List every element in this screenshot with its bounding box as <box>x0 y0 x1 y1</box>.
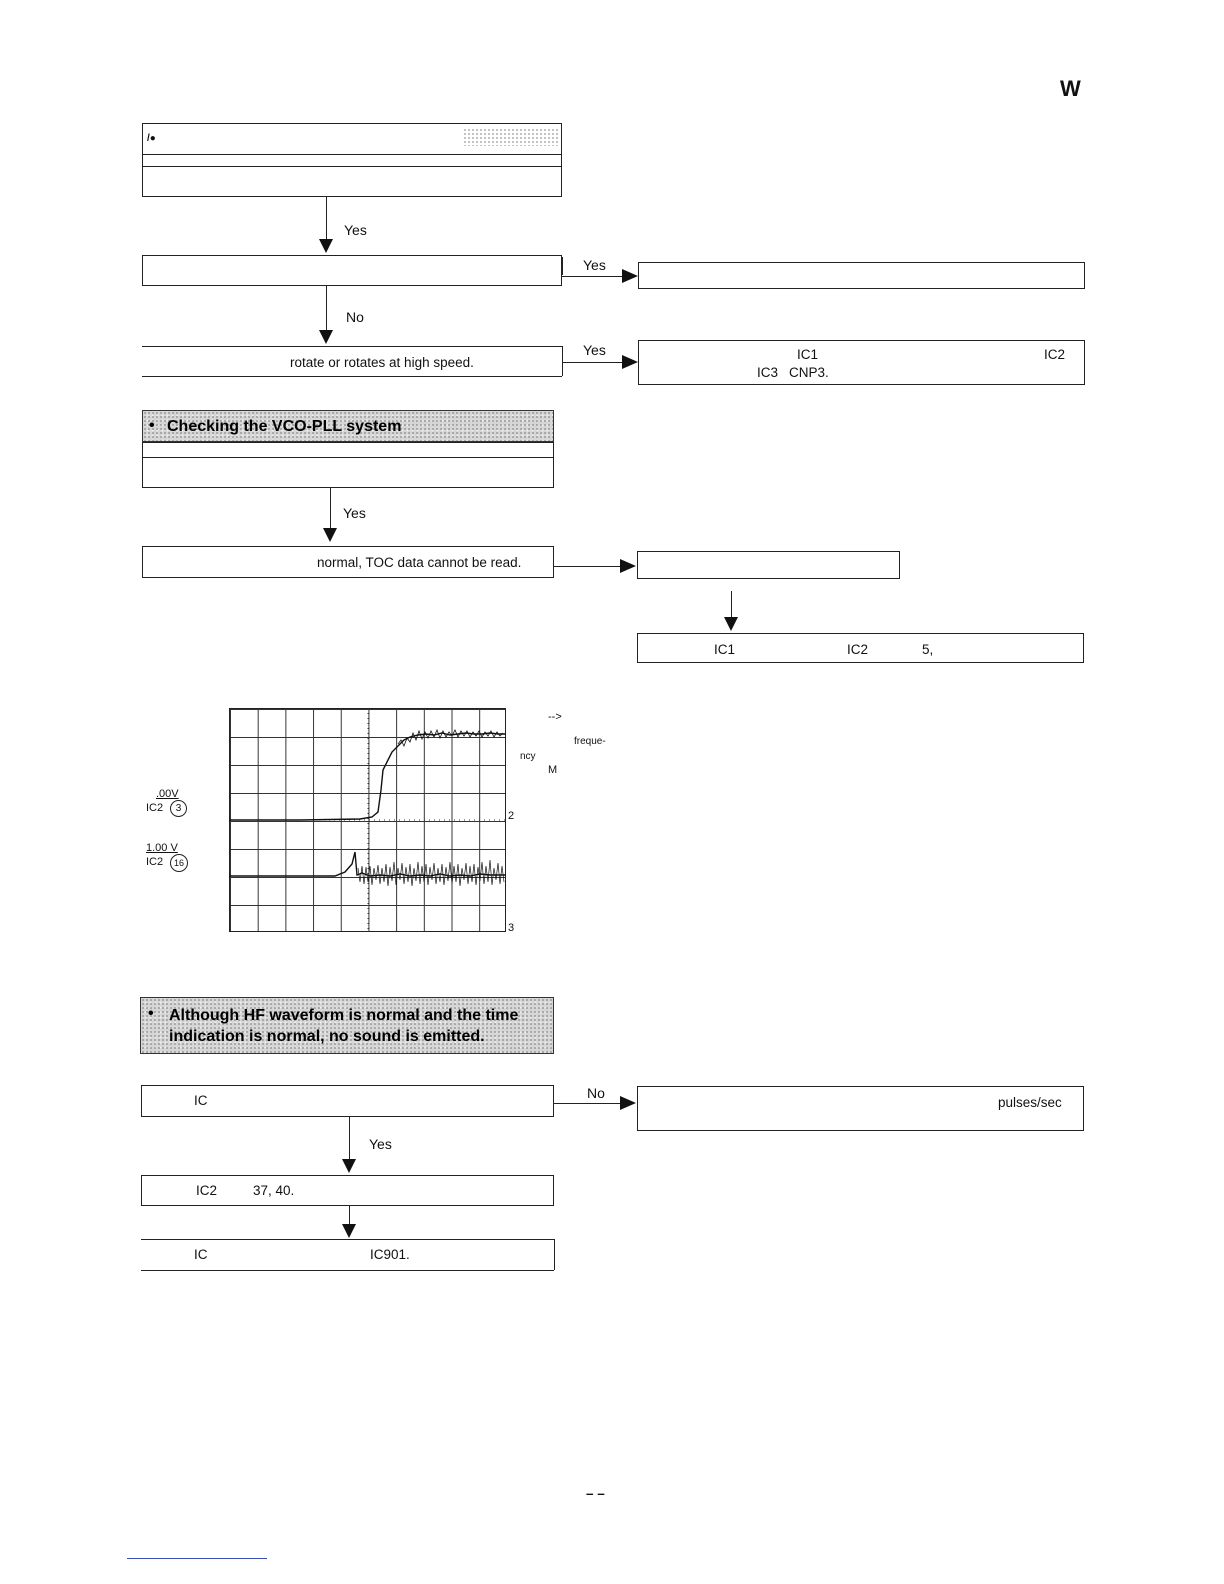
no-sound-header <box>140 997 554 1054</box>
vco-pll-header-text: Checking the VCO-PLL system <box>167 418 402 435</box>
scope-marker-3: 3 <box>508 922 515 934</box>
scope-freq-line2: ncy <box>520 751 536 762</box>
ch2-pin-circle <box>170 800 187 817</box>
ic-label: IC <box>194 1247 208 1262</box>
arrow-down-icon <box>323 528 337 542</box>
ch3-pin-label: IC2 <box>146 856 164 868</box>
section3-box3-top <box>141 1239 554 1240</box>
no-label: No <box>587 1085 605 1101</box>
ic3-label: IC3 <box>757 365 779 380</box>
connector-s1-2 <box>326 286 327 330</box>
toc-text: normal, TOC data cannot be read. <box>317 555 522 570</box>
connector-s1-side <box>562 257 563 275</box>
connector-s2-1 <box>330 488 331 528</box>
no-sound-header-line2: indication is normal, no sound is emitted. <box>169 1028 485 1045</box>
section1-result-box2 <box>638 340 1085 385</box>
section2-box1 <box>142 442 554 488</box>
yes-label: Yes <box>343 505 366 521</box>
bullet-icon: • <box>148 1005 154 1022</box>
arrow-right-icon <box>622 269 638 283</box>
section3-box3-right <box>554 1239 555 1270</box>
arrow-right-icon <box>622 355 638 369</box>
pins-label: 37, 40. <box>253 1183 295 1198</box>
scope-freq-line1: freque- <box>574 736 606 747</box>
arrow-down-icon <box>342 1224 356 1238</box>
no-sound-header-line1: Although HF waveform is normal and the time <box>169 1007 519 1024</box>
section3-box1 <box>141 1085 554 1117</box>
arrow-right-icon <box>620 559 636 573</box>
no-label: No <box>346 309 364 325</box>
arrow-down-icon <box>319 330 333 344</box>
yes-label: Yes <box>583 257 606 273</box>
cnp3-label: CNP3. <box>789 365 829 380</box>
section1-result-box1 <box>638 262 1085 289</box>
oscilloscope-grid <box>229 708 506 932</box>
ch2-pin-label: IC2 <box>146 802 164 814</box>
section2-box2 <box>142 546 554 578</box>
pin-label: 5, <box>922 642 934 657</box>
section1-box3-bottom <box>142 376 562 377</box>
connector-s2-2 <box>731 591 732 617</box>
ic1-label: IC1 <box>797 347 819 362</box>
section3-result-box <box>637 1086 1084 1131</box>
section1-header-box <box>142 123 562 197</box>
section1-box2 <box>142 255 562 286</box>
scope-marker-2: 2 <box>508 810 515 822</box>
ch2-pin-number: 3 <box>175 803 182 814</box>
yes-label: Yes <box>369 1136 392 1152</box>
pulses-label: pulses/sec <box>998 1095 1062 1110</box>
ch3-pin-circle <box>170 854 188 872</box>
arrow-down-icon <box>724 617 738 631</box>
section1-header-glyph: /● <box>147 133 156 144</box>
connector-s2-right <box>554 566 622 567</box>
connector-s1-right2 <box>562 362 624 363</box>
section3-box2 <box>141 1175 554 1206</box>
yes-label: Yes <box>583 342 606 358</box>
arrow-right-icon <box>620 1096 636 1110</box>
ic2-label: IC2 <box>1044 347 1066 362</box>
scope-freq-line3: M <box>548 764 558 776</box>
section1-box3-top <box>142 346 562 347</box>
connector-s3-1 <box>349 1117 350 1159</box>
footer-marks: – – <box>586 1486 605 1501</box>
corner-letter: W <box>1060 76 1081 101</box>
connector-s1-1 <box>326 197 327 239</box>
arrow-down-icon <box>319 239 333 253</box>
vco-pll-header <box>142 410 554 442</box>
ch3-volt-label: 1.00 V <box>146 842 178 854</box>
section1-box3-right <box>562 346 563 376</box>
yes-label: Yes <box>344 222 367 238</box>
footer-underline <box>127 1558 267 1559</box>
section3-box3-bottom <box>141 1270 554 1271</box>
ic-label: IC <box>194 1093 208 1108</box>
ic1-label: IC1 <box>714 642 736 657</box>
section2-result-box1 <box>637 551 900 579</box>
ic2-label: IC2 <box>196 1183 218 1198</box>
section2-result-box2 <box>637 633 1084 663</box>
bullet-icon: • <box>149 417 155 434</box>
arrow-down-icon <box>342 1159 356 1173</box>
ic2-label: IC2 <box>847 642 869 657</box>
connector-s1-right1 <box>562 276 624 277</box>
section1-header-noise <box>463 128 558 146</box>
rotate-text: rotate or rotates at high speed. <box>290 355 474 370</box>
scope-arrow-label: --> <box>548 711 562 723</box>
connector-s3-right <box>554 1103 622 1104</box>
ch2-volt-label: .00V <box>156 788 179 800</box>
connector-s3-2 <box>349 1206 350 1224</box>
ic901-label: IC901. <box>370 1247 410 1262</box>
ch3-pin-number: 16 <box>173 858 184 868</box>
